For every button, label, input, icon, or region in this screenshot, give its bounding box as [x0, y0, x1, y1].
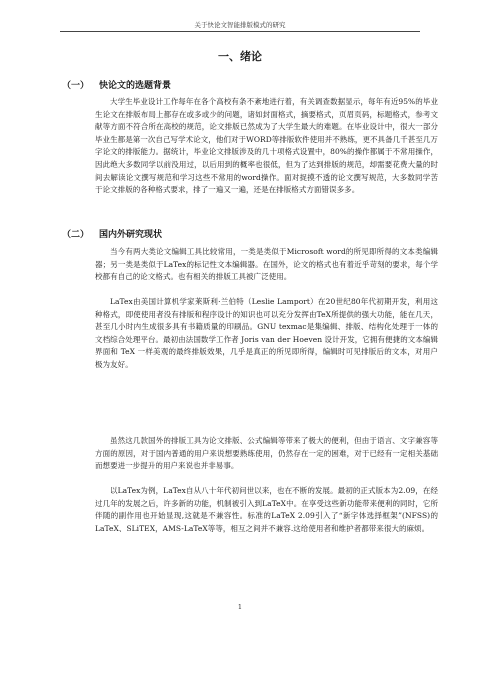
header-divider [60, 31, 420, 32]
section-title-text: 快论文的选题背景 [99, 81, 172, 91]
page-number: 1 [237, 603, 243, 611]
paragraph-latex-versions: 以LaTex为例，LaTex自从八十年代初问世以来，也在不断的发展。最初的正式版本为2.09，在经过几年的发展之后，许多新的功能，机制被引入到LaTeX中。在享受这些新功能带来便利的同时，它所伴随的副作用也开始显现,这就是不兼容性。标准的LaTeX 2.09引入了“新字体选择框架”(NFSS)的LaTeX、SLiTEX，AMS-LaTeX等等，相互之间并不兼容.这给使用者和维护者都带来很大的麻烦。 [95, 486, 438, 533]
paragraph-latex-history: LaTex由美国计算机学家莱斯利·兰伯特（Leslie Lamport）在20世纪80年代初期开发，利用这种格式，即使使用者没有排版和程序设计的知识也可以充分发挥由TeX所提供的强大功能，能在几天，甚至几小时内生成很多具有书籍质量的印刷品。GNU texmac是集编辑、排版、结构化处理于一体的文档综合处理平台。最初由法国数学工作者 Joris van der Hoeven 设计开发，它拥有便捷的文本编辑界面和 TeX 一样美观的最终排版效果，几乎是真正的所见即所得，编辑时可见排版后的文本，对用户极为友好。 [95, 297, 438, 369]
paragraph-editors-overview: 当今有两大类论文编辑工具比较常用，一类是类似于Microsoft word的所见即所得的文本类编辑器；另一类是类似于LaTex的标记性文本编辑器。在国外，论文的格式也有着近乎苛刻的要求，每个学校都有自己的论文格式。也有相关的排版工具被广泛使用。 [95, 247, 438, 282]
section-heading-background [62, 80, 171, 92]
running-header: 关于快论文智能排版模式的研究 [194, 21, 286, 29]
chapter-title: 一、绪论 [218, 50, 262, 63]
paragraph-foreign-tools-difficulty: 虽然这几款国外的排版工具为论文排版、公式编辑等带来了极大的便利，但由于语言、文字兼容等方面的原因，对于国内普通的用户来说想要熟练使用，仍然存在一定的困难，对于已经有一定相关基础而想要进一步提升的用户来说也并非易事。 [95, 436, 438, 471]
section-title-text: 国内外研究现状 [99, 230, 163, 240]
section-number: （二） [62, 230, 90, 240]
paragraph-background: 大学生毕业设计工作每年在各个高校有条不紊地进行着，有关调查数据显示，每年有近95%的毕业生论文在排版布局上都存在或多或少的问题，诸如封面格式，摘要格式，页眉页码，标题格式，参考文献等方面不符合所在高校的规范，论文排版已然成为了大学生最大的难题。在毕业设计中，很大一部分毕业生都是第一次自己写学术论文，他们对于WORD等排版软件使用并不熟练，更不具备几千甚至几万字论文的排版能力。据统计，毕业论文排版涉及的几十项格式设置中，80%的操作都属于不常用操作，因此绝大多数同学以前没用过，以后用到的概率也很低，但为了达到排版的规范，却需要花费大量的时间去解读论文撰写规范和学习这些不常用的word操作。面对捉摸不透的论文撰写规范，大多数同学苦于论文排版的各种格式要求，排了一遍又一遍，还是在排版格式方面错误多多。 [95, 97, 438, 195]
section-heading-research-status [62, 229, 162, 241]
section-number: （一） [62, 81, 90, 91]
